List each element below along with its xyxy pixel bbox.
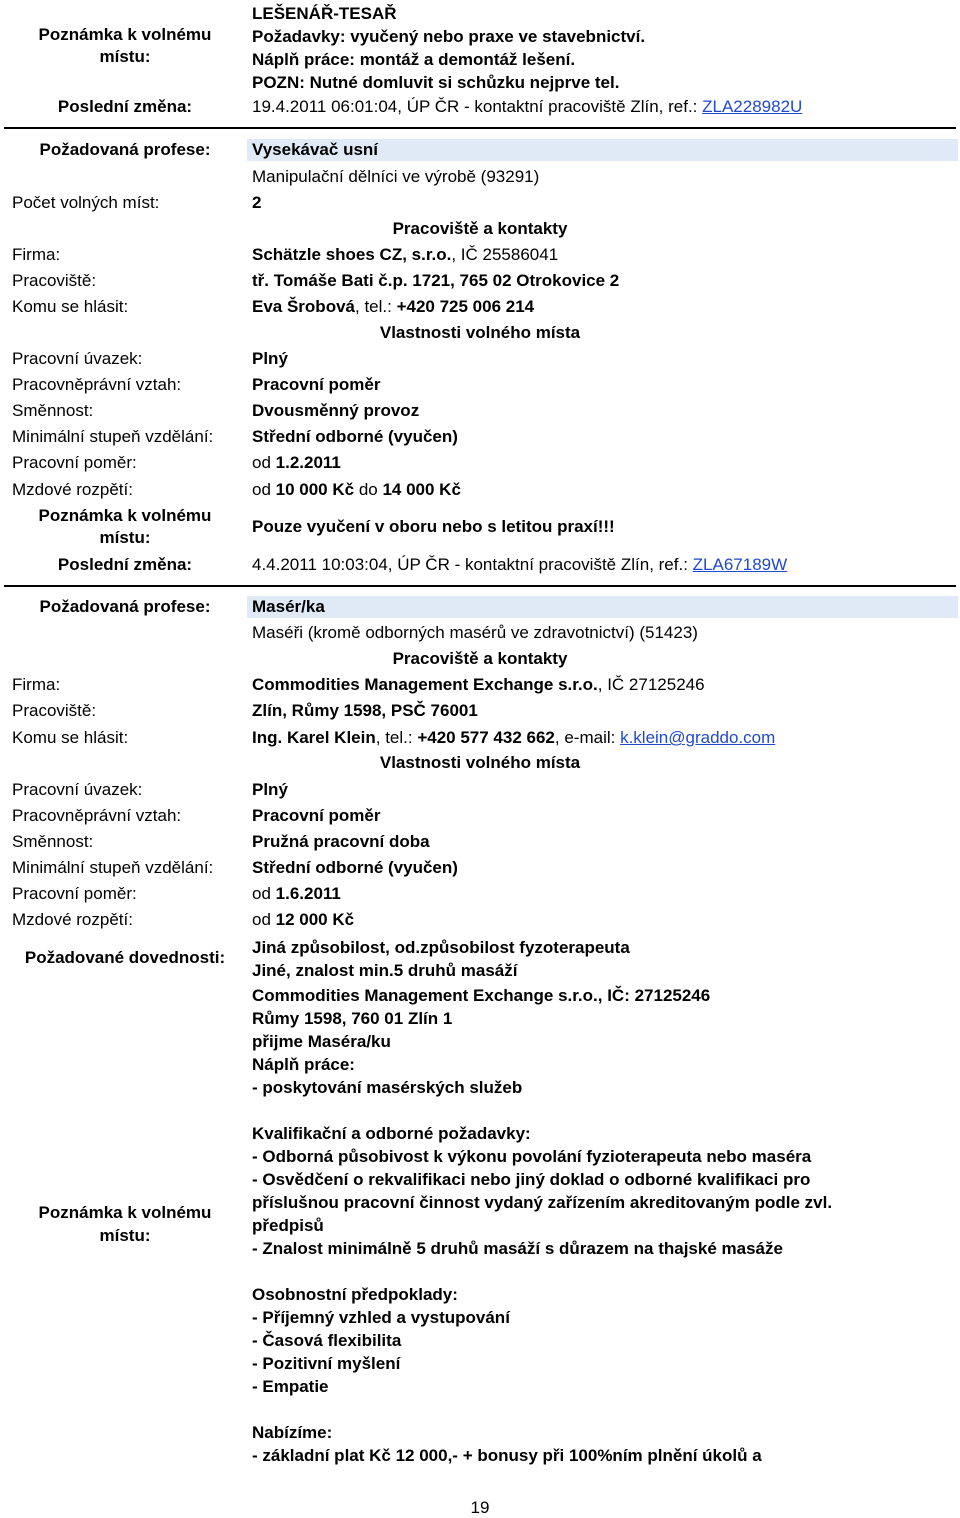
salary-value: od 10 000 Kč do 14 000 Kč: [252, 480, 461, 499]
note-line: přijme Maséra/ku: [252, 1032, 391, 1051]
note-label: místu:: [99, 1226, 151, 1245]
note-text: [252, 2, 952, 94]
note-line: Kvalifikační a odborné požadavky:: [252, 1124, 531, 1143]
prop-label: Pracovní úvazek:: [12, 780, 143, 799]
divider: [4, 585, 956, 587]
note-line: Náplň práce:: [252, 1055, 355, 1074]
note-line: - Empatie: [252, 1377, 329, 1396]
prop-value: Dvousměnný provoz: [252, 401, 420, 420]
prop-value: Střední odborné (vyučen): [252, 858, 458, 877]
note-line: Požadavky: vyučený nebo praxe ve stavebnictví.: [252, 27, 646, 46]
profession-highlight: [247, 596, 958, 618]
profession-value: Masér/ka: [252, 597, 325, 616]
prop-value: Pracovní poměr: [252, 375, 381, 394]
contact-value: Eva Šrobová, tel.: +420 725 006 214: [252, 297, 535, 316]
note-line: - Příjemný vzhled a vystupování: [252, 1308, 510, 1327]
note-line: Osobnostní předpoklady:: [252, 1285, 458, 1304]
prop-label: Směnnost:: [12, 832, 94, 851]
skill-line: Jiné, znalost min.5 druhů masáží: [252, 961, 518, 980]
ref-link[interactable]: ZLA67189W: [692, 555, 788, 574]
workplace-label: Pracoviště:: [12, 701, 97, 720]
profession-label: Požadovaná profese:: [39, 140, 211, 159]
note-line: - základní plat Kč 12 000,- + bonusy při 100%ním plnění úkolů a: [252, 1446, 762, 1465]
note-label: Poznámka k volnému: [38, 506, 212, 525]
last-change-label: Poslední změna:: [57, 555, 193, 574]
prop-value: Plný: [252, 780, 288, 799]
workplace-heading: Pracoviště a kontakty: [392, 649, 568, 668]
workplace-heading: Pracoviště a kontakty: [392, 219, 568, 238]
prop-value: Plný: [252, 349, 288, 368]
firm-value: Commodities Management Exchange s.r.o., IČ 27125246: [252, 675, 705, 694]
firm-label: Firma:: [12, 245, 61, 264]
note-line: předpisů: [252, 1216, 324, 1235]
prop-value: Pružná pracovní doba: [252, 832, 430, 851]
profession-category: Maséři (kromě odborných masérů ve zdravotnictví) (51423): [252, 623, 698, 642]
prop-label: Směnnost:: [12, 401, 94, 420]
note-line: Růmy 1598, 760 01 Zlín 1: [252, 1009, 453, 1028]
prop-label: Minimální stupeň vzdělání:: [12, 858, 214, 877]
note-line: příslušnou pracovní činnost vydaný zařízením akreditovaným podle zvl.: [252, 1193, 833, 1212]
start-value: od 1.2.2011: [252, 453, 341, 472]
note-line: [252, 1398, 952, 1421]
contact-label: Komu se hlásit:: [12, 728, 129, 747]
vacancies-value: 2: [252, 193, 262, 212]
prop-label: Minimální stupeň vzdělání:: [12, 427, 214, 446]
contact-value: Ing. Karel Klein, tel.: +420 577 432 662, e-mail: k.klein@graddo.com: [252, 728, 776, 747]
note-label: Poznámka k volnému: [38, 25, 212, 44]
skill-line: Jiná způsobilost, od.způsobilost fyzoterapeuta: [252, 938, 630, 957]
profession-label: Požadovaná profese:: [39, 597, 211, 616]
email-link[interactable]: k.klein@graddo.com: [620, 728, 776, 747]
divider: [4, 127, 956, 129]
note-label: místu:: [99, 528, 151, 547]
start-value: od 1.6.2011: [252, 884, 341, 903]
note-line: - Pozitivní myšlení: [252, 1354, 401, 1373]
note-line: Náplň práce: montáž a demontáž lešení.: [252, 50, 576, 69]
salary-value: od 12 000 Kč: [252, 910, 355, 929]
last-change-label: Poslední změna:: [57, 97, 193, 116]
workplace-value: Zlín, Růmy 1598, PSČ 76001: [252, 701, 478, 720]
props-heading: Vlastnosti volného místa: [379, 323, 581, 342]
salary-label: Mzdové rozpětí:: [12, 480, 133, 499]
skills-value: [252, 936, 952, 982]
start-label: Pracovní poměr:: [12, 453, 137, 472]
props-heading: Vlastnosti volného místa: [379, 753, 581, 772]
note-line: POZN: Nutné domluvit si schůzku nejprve tel.: [252, 73, 620, 92]
profession-value: Vysekávač usní: [252, 140, 379, 159]
prop-label: Pracovní úvazek:: [12, 349, 143, 368]
prop-label: Pracovněprávní vztah:: [12, 806, 182, 825]
workplace-label: Pracoviště:: [12, 271, 97, 290]
page-number: 19: [470, 1498, 490, 1517]
note-value: Pouze vyučení v oboru nebo s letitou praxí!!!: [252, 517, 615, 536]
last-change-value: 19.4.2011 06:01:04, ÚP ČR - kontaktní pracoviště Zlín, ref.: ZLA228982U: [252, 97, 803, 116]
note-line: - Odborná působivost k výkonu povolání fyzioterapeuta nebo maséra: [252, 1147, 812, 1166]
note-line: LEŠENÁŘ-TESAŘ: [252, 4, 397, 23]
prop-label: Pracovněprávní vztah:: [12, 375, 182, 394]
firm-value: Schätzle shoes CZ, s.r.o., IČ 25586041: [252, 245, 559, 264]
start-label: Pracovní poměr:: [12, 884, 137, 903]
note-line: - Osvědčení o rekvalifikaci nebo jiný doklad o odborné kvalifikaci pro: [252, 1170, 811, 1189]
note-line: - Znalost minimálně 5 druhů masáží s důrazem na thajské masáže: [252, 1239, 783, 1258]
note-line: [252, 1099, 952, 1122]
note-line: Nabízíme:: [252, 1423, 333, 1442]
note-label: místu:: [99, 47, 151, 66]
profession-category: Manipulační dělníci ve výrobě (93291): [252, 167, 540, 186]
firm-label: Firma:: [12, 675, 61, 694]
note-label: Poznámka k volnému: [38, 1203, 212, 1222]
contact-label: Komu se hlásit:: [12, 297, 129, 316]
prop-value: Pracovní poměr: [252, 806, 381, 825]
last-change-value: 4.4.2011 10:03:04, ÚP ČR - kontaktní pracoviště Zlín, ref.: ZLA67189W: [252, 555, 788, 574]
note-line: - poskytování masérských služeb: [252, 1078, 523, 1097]
skills-label: Požadované dovednosti:: [24, 948, 226, 967]
vacancies-label: Počet volných míst:: [12, 193, 160, 212]
note-text: [252, 984, 952, 1467]
salary-label: Mzdové rozpětí:: [12, 910, 133, 929]
ref-link[interactable]: ZLA228982U: [702, 97, 803, 116]
prop-value: Střední odborné (vyučen): [252, 427, 458, 446]
note-line: - Časová flexibilita: [252, 1331, 402, 1350]
note-line: Commodities Management Exchange s.r.o., IČ: 27125246: [252, 986, 711, 1005]
workplace-value: tř. Tomáše Bati č.p. 1721, 765 02 Otrokovice 2: [252, 271, 620, 290]
note-line: [252, 1260, 952, 1283]
